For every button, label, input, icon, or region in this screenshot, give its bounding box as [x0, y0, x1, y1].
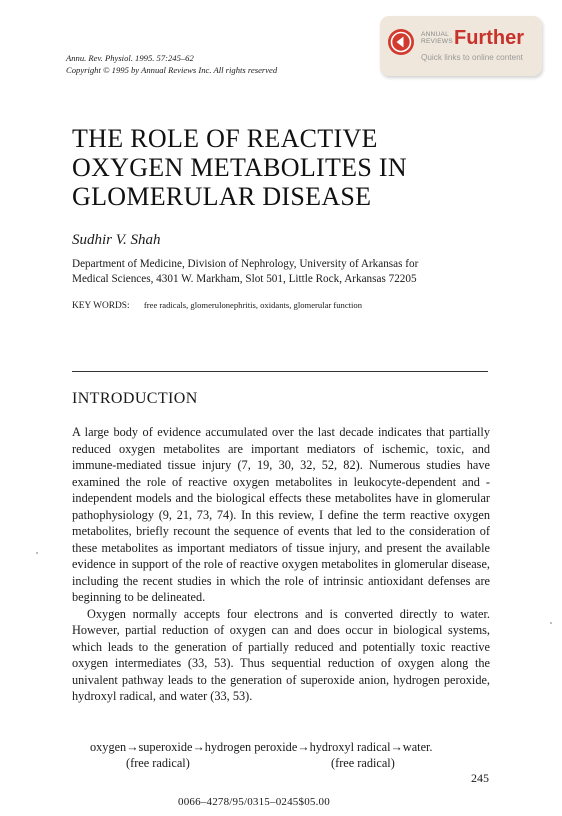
- page-number: 245: [471, 771, 489, 785]
- title-line: THE ROLE OF REACTIVE: [72, 124, 378, 153]
- badge-tagline: Quick links to online content: [421, 53, 523, 62]
- body-text: [72, 424, 490, 705]
- keywords-label: KEY WORDS:: [72, 301, 130, 311]
- affiliation-line: Department of Medicine, Division of Nephrology, University of Arkansas for: [72, 258, 419, 270]
- journal-line: Annu. Rev. Physiol. 1995. 57:245–62: [66, 53, 194, 63]
- copyright-line: Copyright © 1995 by Annual Reviews Inc. All rights reserved: [66, 65, 278, 75]
- equation-label-hydroxyl: (free radical): [331, 756, 395, 770]
- author-name: Sudhir V. Shah: [72, 232, 161, 248]
- annual-reviews-further-badge[interactable]: [380, 16, 542, 76]
- affiliation-line: Medical Sciences, 4301 W. Markham, Slot 501, Little Rock, Arkansas 72205: [72, 273, 417, 285]
- title-line: GLOMERULAR DISEASE: [72, 182, 372, 211]
- paragraph: A large body of evidence accumulated over the last decade indicates that partially reduced oxygen metabolites are important mediators of ischemic, toxic, and immune-mediated tissue injury (7, 19, 30, 32, 52, 82). Numerous studies have examined the role of reactive oxygen metabolites in leukocyte-dependent and -independent models and the biological effects these metabolites have in glomerular pathophysiology (9, 21, 73, 74). In this review, I define the term reactive oxygen metabolites, briefly recount the sequence of events that led to the consideration of these metabolites as important mediators of tissue injury, and present the available evidence in support of the role of reactive oxygen metabolites in glomerular disease, including the recent studies in which the role of intrinsic antioxidant defenses are beginning to be delineated.: [72, 425, 490, 604]
- equation-label-superoxide: (free radical): [126, 756, 190, 770]
- keywords-values: free radicals, glomerulonephritis, oxidants, glomerular function: [143, 300, 363, 310]
- scan-speck: [36, 552, 38, 554]
- paragraph: Oxygen normally accepts four electrons and is converted directly to water. However, partial reduction of oxygen can and does occur in biological systems, which leads to the generation of partially reduced and potentially toxic reactive oxygen intermediates (33, 53). Thus sequential reduction of oxygen along the univalent pathway leads to the generation of superoxide anion, hydrogen peroxide, hydroxyl radical, and water (33, 53).: [72, 606, 490, 703]
- equation-line: oxygen→superoxide→hydrogen peroxide→hydroxyl radical→water.: [90, 740, 433, 754]
- keywords: [72, 300, 362, 311]
- article-title: [72, 124, 407, 211]
- section-divider: [72, 371, 488, 372]
- play-back-icon: [387, 28, 415, 56]
- journal-citation: [66, 52, 277, 76]
- title-line: OXYGEN METABOLITES IN: [72, 153, 407, 182]
- scan-speck: [550, 622, 552, 624]
- footer-code: 0066–4278/95/0315–0245$05.00: [178, 796, 330, 808]
- author-affiliation: [72, 257, 512, 287]
- badge-annual-reviews-label: ANNUAL REVIEWS: [421, 31, 453, 45]
- section-heading: INTRODUCTION: [72, 390, 198, 407]
- reaction-equation: [90, 740, 433, 770]
- badge-further-label: Further: [454, 27, 524, 49]
